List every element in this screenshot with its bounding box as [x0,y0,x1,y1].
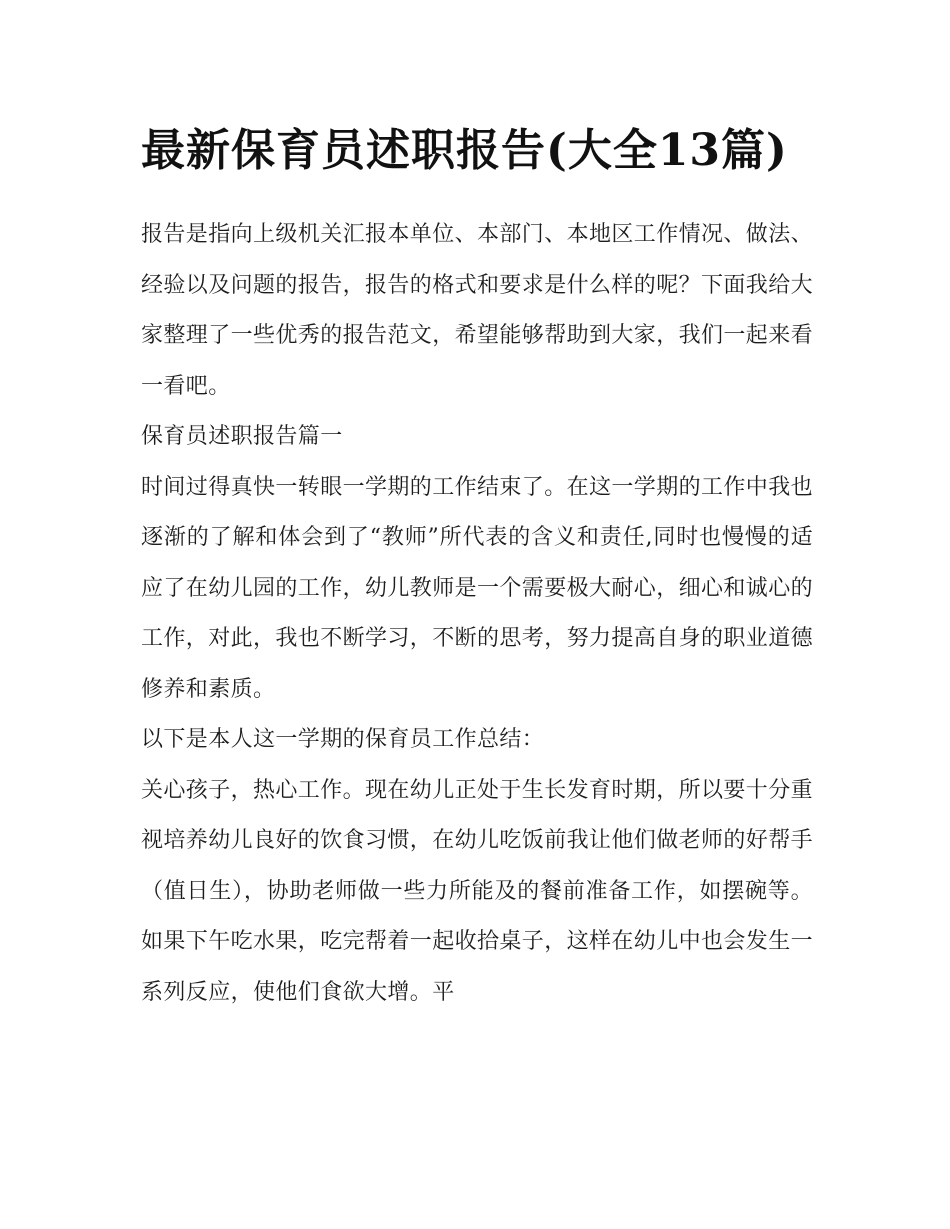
summary-intro-paragraph: 以下是本人这一学期的保育员工作总结： [141,727,545,752]
document-title: 最新保育员述职报告(大全13篇) [141,125,788,176]
section-heading: 保育员述职报告篇一 [141,424,343,449]
intro-paragraph: 报告是指向上级机关汇报本单位、本部门、本地区工作情况、做法、经验以及问题的报告，报告的格式和要求是什么样的呢？下面我给大家整理了一些优秀的报告范文，希望能够帮助到大家，我们一起来看一看吧。 [141,222,814,399]
document-content [141,112,813,1018]
document-body [141,210,813,1018]
body-paragraph: 时间过得真快一转眼一学期的工作结束了。在这一学期的工作中我也逐渐的了解和体会到了“教师”所代表的含义和责任,同时也慢慢的适应了在幼儿园的工作，幼儿教师是一个需要极大耐心，细心和诚心的工作，对此，我也不断学习，不断的思考，努力提高自身的职业道德修养和素质。 [141,474,814,702]
body-paragraph: 关心孩子，热心工作。现在幼儿正处于生长发育时期，所以要十分重视培养幼儿良好的饮食习惯，在幼儿吃饭前我让他们做老师的好帮手（值日生），协助老师做一些力所能及的餐前准备工作，如摆碗等。如果下午吃水果，吃完帮着一起收拾桌子，这样在幼儿中也会发生一系列反应，使他们食欲大增。平 [141,777,814,1005]
